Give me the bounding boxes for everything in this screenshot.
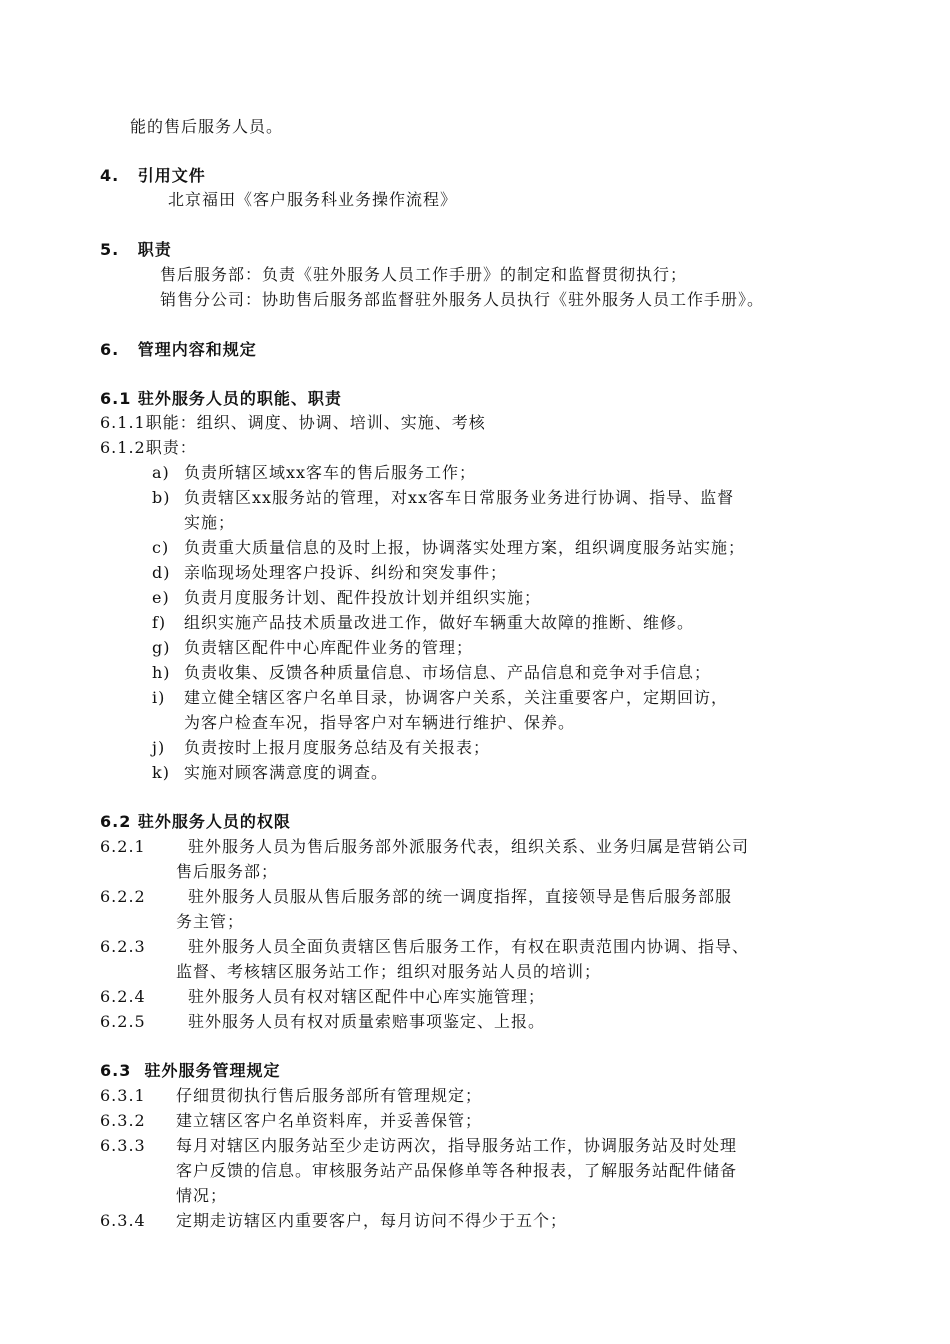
duty-item [152, 738, 490, 758]
rule-item-text: 定期走访辖区内重要客户，每月访问不得少于五个； [176, 1211, 568, 1230]
authority-item-number: 6.2.1 [100, 837, 146, 856]
section-5-title: 职责 [137, 240, 172, 259]
section-4-body: 北京福田《客户服务科业务操作流程》 [168, 190, 458, 209]
authority-item [100, 987, 545, 1007]
authority-item-continuation: 务主管； [176, 912, 245, 931]
section-5-line: 售后服务部：负责《驻外服务人员工作手册》的制定和监督贯彻执行； [160, 265, 688, 284]
authority-item-continuation: 售后服务部； [176, 862, 279, 881]
duty-item-label: b) [152, 488, 171, 507]
rule-item-number: 6.3.1 [100, 1086, 146, 1105]
authority-item-text: 驻外服务人员为售后服务部外派服务代表，组织关系、业务归属是营销公司 [188, 837, 750, 856]
functions-line: 6.1.1职能：组织、调度、协调、培训、实施、考核 [100, 413, 486, 432]
rule-item-text: 建立辖区客户名单资料库，并妥善保管； [176, 1111, 483, 1130]
section-5-heading [100, 240, 172, 260]
section-6-heading [100, 340, 257, 360]
section-6-number: 6. [100, 340, 120, 359]
section-5-line: 销售分公司：协助售后服务部监督驻外服务人员执行《驻外服务人员工作手册》。 [160, 290, 765, 309]
duties-label: 6.1.2职责： [100, 438, 197, 457]
section-6-1-heading: 6.1 驻外服务人员的职能、职责 [100, 389, 342, 408]
duty-item [152, 638, 473, 658]
duty-item [152, 613, 694, 633]
authority-item [100, 1012, 545, 1032]
duty-item-text: 负责月度服务计划、配件投放计划并组织实施； [184, 588, 542, 607]
duty-item-text: 负责辖区xx服务站的管理，对xx客车日常服务业务进行协调、指导、监督 [184, 488, 735, 507]
rule-item [100, 1136, 737, 1156]
duty-item-text: 组织实施产品技术质量改进工作，做好车辆重大故障的推断、维修。 [184, 613, 695, 632]
rule-item-number: 6.3.2 [100, 1111, 146, 1130]
duty-item [152, 663, 711, 683]
duty-item-continuation: 为客户检查车况，指导客户对车辆进行维护、保养。 [184, 713, 576, 732]
duty-item [152, 688, 728, 708]
duty-item-text: 实施对顾客满意度的调查。 [184, 763, 389, 782]
duty-item-label: g) [152, 638, 171, 657]
duty-item [152, 538, 745, 558]
duty-item-label: a) [152, 463, 170, 482]
duty-item-continuation: 实施； [184, 513, 236, 532]
rule-item-number: 6.3.3 [100, 1136, 146, 1155]
rule-item-number: 6.3.4 [100, 1211, 146, 1230]
duty-item-text: 负责辖区配件中心库配件业务的管理； [184, 638, 474, 657]
rule-item [100, 1111, 482, 1131]
duty-item-text: 负责按时上报月度服务总结及有关报表； [184, 738, 491, 757]
duty-item-label: f) [152, 613, 167, 632]
duty-item-text: 建立健全辖区客户名单目录，协调客户关系，关注重要客户，定期回访， [184, 688, 729, 707]
authority-item-number: 6.2.2 [100, 887, 146, 906]
duty-item-label: i) [152, 688, 166, 707]
rule-item-text: 仔细贯彻执行售后服务部所有管理规定； [176, 1086, 483, 1105]
authority-item-number: 6.2.5 [100, 1012, 146, 1031]
authority-item [100, 937, 749, 957]
duty-item-text: 负责收集、反馈各种质量信息、市场信息、产品信息和竞争对手信息； [184, 663, 712, 682]
section-6-title: 管理内容和规定 [137, 340, 257, 359]
section-6-2-heading: 6.2 驻外服务人员的权限 [100, 812, 291, 831]
section-4-heading [100, 166, 206, 186]
section-6-3-heading: 6.3 驻外服务管理规定 [100, 1061, 281, 1080]
authority-item-number: 6.2.3 [100, 937, 146, 956]
authority-item-number: 6.2.4 [100, 987, 146, 1006]
authority-item-text: 驻外服务人员有权对辖区配件中心库实施管理； [188, 987, 546, 1006]
rule-item-text: 每月对辖区内服务站至少走访两次，指导服务站工作，协调服务站及时处理 [176, 1136, 738, 1155]
duty-item-label: d) [152, 563, 171, 582]
authority-item [100, 837, 749, 857]
duty-item [152, 763, 388, 783]
duty-item-text: 亲临现场处理客户投诉、纠纷和突发事件； [184, 563, 508, 582]
authority-item [100, 887, 732, 907]
duty-item-label: h) [152, 663, 171, 682]
section-4-number: 4. [100, 166, 120, 185]
authority-item-text: 驻外服务人员有权对质量索赔事项鉴定、上报。 [188, 1012, 546, 1031]
duty-item [152, 488, 734, 508]
duty-item-text: 负责所辖区域xx客车的售后服务工作； [184, 463, 477, 482]
rule-item-continuation: 客户反馈的信息。审核服务站产品保修单等各种报表，了解服务站配件储备 [176, 1161, 738, 1180]
duty-item-label: k) [152, 763, 170, 782]
duty-item [152, 463, 476, 483]
rule-item [100, 1211, 567, 1231]
duty-item [152, 588, 541, 608]
duty-item [152, 563, 507, 583]
section-4-title: 引用文件 [137, 166, 206, 185]
section-5-number: 5. [100, 240, 120, 259]
duty-item-label: c) [152, 538, 170, 557]
duty-item-text: 负责重大质量信息的及时上报，协调落实处理方案，组织调度服务站实施； [184, 538, 746, 557]
rule-item [100, 1086, 482, 1106]
rule-item-continuation: 情况； [176, 1186, 228, 1205]
duty-item-label: j) [152, 738, 166, 757]
authority-item-continuation: 监督、考核辖区服务站工作；组织对服务站人员的培训； [176, 962, 602, 981]
intro-tail: 能的售后服务人员。 [130, 117, 284, 136]
duty-item-label: e) [152, 588, 170, 607]
authority-item-text: 驻外服务人员全面负责辖区售后服务工作，有权在职责范围内协调、指导、 [188, 937, 750, 956]
authority-item-text: 驻外服务人员服从售后服务部的统一调度指挥，直接领导是售后服务部服 [188, 887, 733, 906]
